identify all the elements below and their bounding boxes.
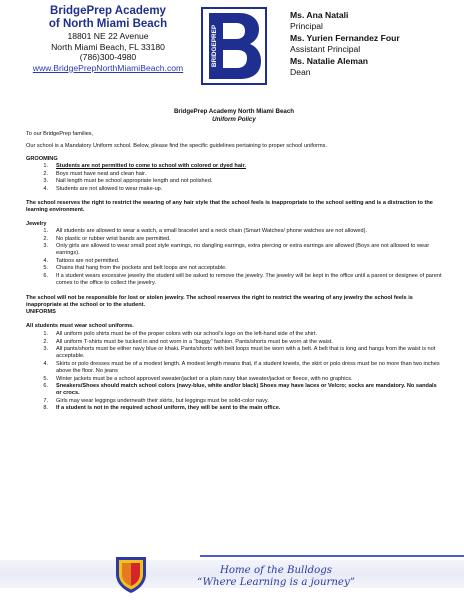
list-item: 4. Tattoos are not permitted. (43, 257, 120, 264)
uniforms-heading: UNIFORMS (26, 309, 56, 316)
list-item: 3. All pants/shorts must be either navy blue or khaki. Pants/shorts with belt loops must be worn with a belt. A belt that is long and hangs from the waist is not acceptable. (43, 345, 436, 360)
document-title: BridgePrep Academy North Miami Beach (173, 108, 295, 115)
address-line-1: 18801 NE 22 Avenue (67, 31, 149, 41)
list-item: 3. Nail length must be school appropriate length and not polished. (43, 178, 213, 185)
footer-divider (200, 555, 464, 557)
assistant-principal-name: Ms. Yurien Fernandez Four (290, 32, 400, 43)
uniform-policy-document (26, 108, 442, 415)
crest-icon (114, 554, 148, 594)
list-item: 4. Skirts or polo dresses must be of a modest length. A modest length means that, if a student kneels, the skirt or polo dress must be no more than two inches above the floor. No jeans (43, 360, 440, 375)
document-subtitle: Uniform Policy (212, 115, 256, 123)
intro-paragraph: Our school is a Mandatory Uniform school. Below, please find the specific guidelines pertaining to proper school uniforms. (26, 142, 327, 149)
list-item: 2. Boys must have neat and clean hair. (43, 170, 147, 177)
grooming-list (26, 163, 442, 193)
list-item: 6. Sneakers/Shoes should match school colors (navy-blue, white and/or black) Shoes may have laces or Velcro; socks are mandatory. No sandals or crocs. (43, 382, 437, 397)
list-item: 1. Students are not permitted to come to school with colored or dyed hair. (43, 163, 246, 170)
school-logo (201, 7, 267, 85)
list-item: 2. No plastic or rubber wrist bands are permitted. (43, 235, 171, 242)
jewelry-list (26, 228, 442, 287)
phone-number: (786)300-4980 (79, 52, 137, 63)
principal-name: Ms. Ana Natali (290, 10, 349, 20)
list-item: 6. If a student wears excessive jewelry the student will be asked to remove the jewelry. The jewelry will be kept in the office until a parent or designee of parent comes to the office to collect the jewelry. (43, 272, 442, 287)
jewelry-statement: The school will not be responsible for lost or stolen jewelry. The school reserves the right to restrict the wearing of any jewelry the school feels is inappropriate at the school or to the student. (26, 294, 413, 308)
school-name-line-1: BridgePrep Academy (50, 5, 166, 17)
list-item: 5. Winter jackets must be a school approved sweater/jacket or a plain navy blue sweater/jacket or fleece, with no graphics. (43, 375, 353, 382)
logo-wordmark: BRIDGEPREP (211, 24, 218, 68)
footer-line-2: “Where Learning is a journey” (197, 577, 355, 589)
letterhead (0, 0, 464, 92)
school-info (18, 5, 198, 73)
staff-list (290, 10, 460, 78)
footer-line-1: Home of the Bulldogs (220, 565, 332, 576)
grooming-heading: GROOMING (26, 156, 58, 162)
greeting: To our BridgePrep families, (26, 131, 94, 138)
uniforms-lead: All students must wear school uniforms. (26, 322, 134, 329)
list-item: 2. All uniform T-shirts must be tucked in and not worn in a “baggy” fashion. Pants/shorts must be worn at the waist. (43, 338, 333, 345)
list-item: 1. All uniform polo shirts must be of the proper colors with our school's logo on the left-hand side of the shirt. (43, 331, 317, 338)
list-item: 1. All students are allowed to wear a watch, a small bracelet and a neck chain (Smart Watches/ phone watches are not allowed). (43, 228, 368, 235)
list-item: 4. Students are not allowed to wear make-up. (43, 185, 163, 192)
footer-motto (166, 565, 386, 590)
list-item: 8. If a student is not in the required school uniform, they will be sent to the main office. (43, 405, 281, 412)
dean-role: Dean (290, 67, 311, 78)
hair-statement: The school reserves the right to restrict the wearing of any hair style that the school feels is inappropriate to the school setting and is a distraction to the learning environment. (26, 200, 433, 214)
dean-name: Ms. Natalie Aleman (290, 55, 369, 66)
school-name-line-2: of North Miami Beach (48, 18, 168, 30)
list-item: 7. Girls may wear leggings underneath their skirts, but leggings must be solid-color navy. (43, 397, 269, 404)
uniforms-list (26, 331, 442, 412)
list-item: 3. Only girls are allowed to wear small post style earrings, no dangling earrings, extra piercing or extra earrings are allowed (Boys are not allowed to wear earrings). (43, 243, 430, 257)
assistant-principal-role: Assistant Principal (290, 44, 361, 55)
jewelry-heading: Jewelry (26, 220, 47, 227)
footer (0, 546, 464, 600)
website-link[interactable]: www.BridgePrepNorthMiamiBeach.com (32, 62, 184, 73)
principal-role: Principal (290, 21, 323, 32)
address-line-2: North Miami Beach, FL 33180 (51, 41, 165, 52)
list-item: 5. Chains that hang from the pockets and belt loops are not acceptable. (43, 265, 227, 272)
